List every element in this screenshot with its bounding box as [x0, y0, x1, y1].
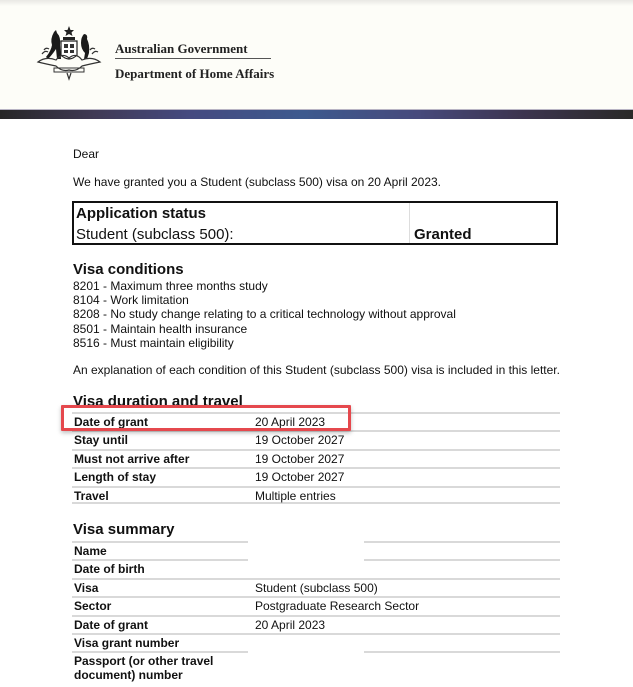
row-label: Must not arrive after [74, 451, 190, 466]
row-label: Date of grant [74, 415, 149, 429]
salutation: Dear [73, 147, 100, 161]
row-label: Date of grant [74, 617, 149, 632]
coat-of-arms-icon [34, 24, 104, 82]
row-label: Stay until [74, 433, 129, 448]
table-row [72, 449, 560, 467]
government-name: Australian Government [115, 41, 248, 56]
row-label: Length of stay [74, 470, 157, 485]
table-row [72, 541, 560, 559]
row-value: 20 April 2023 [255, 415, 326, 429]
letterhead-divider [115, 58, 271, 59]
table-row [72, 430, 560, 448]
row-value: 19 October 2027 [255, 470, 345, 485]
row-label: Name [74, 544, 107, 558]
status-badge: Granted [414, 226, 472, 243]
row-label: Visa [74, 580, 99, 595]
row-value: Student (subclass 500) [255, 580, 378, 595]
row-label: Sector [74, 599, 112, 614]
visa-summary-heading: Visa summary [73, 521, 175, 538]
condition-item: 8501 - Maintain health insurance [73, 321, 248, 336]
condition-item: 8516 - Must maintain eligibility [73, 335, 234, 350]
application-status-box [72, 201, 558, 245]
condition-item: 8208 - No study change relating to a critical technology without approval [73, 307, 456, 322]
row-label: Travel [74, 488, 109, 503]
table-row [72, 596, 560, 614]
row-value: 20 April 2023 [255, 617, 326, 632]
row-label: Date of birth [74, 562, 145, 577]
table-row [72, 615, 560, 633]
grant-intro: We have granted you a Student (subclass 500) visa on 20 April 2023. [73, 175, 442, 189]
condition-item: 8104 - Work limitation [73, 293, 189, 308]
row-value: 19 October 2027 [255, 433, 345, 448]
date-of-grant-highlight [61, 405, 351, 431]
row-label: Visa grant number [74, 635, 180, 650]
visa-summary-table [72, 541, 560, 687]
row-value: Postgraduate Research Sector [255, 599, 420, 614]
row-value: Multiple entries [255, 488, 336, 503]
application-status-label: Student (subclass 500): [76, 226, 234, 243]
table-row [72, 467, 560, 485]
visa-conditions-list [73, 279, 456, 350]
letterhead [0, 0, 633, 109]
row-value: 19 October 2027 [255, 451, 345, 466]
condition-item: 8201 - Maximum three months study [73, 279, 268, 293]
visa-duration-heading: Visa duration and travel [73, 393, 243, 410]
table-row [72, 633, 560, 651]
table-row [72, 578, 560, 596]
application-status-heading: Application status [76, 205, 207, 222]
row-label: Passport (or other travel document) number [74, 654, 214, 683]
table-row [72, 651, 560, 687]
status-divider [409, 203, 410, 243]
visa-conditions-heading: Visa conditions [73, 261, 184, 278]
table-row [72, 559, 560, 577]
department-name: Department of Home Affairs [115, 66, 275, 81]
header-color-band [0, 109, 633, 119]
table-row [72, 486, 560, 504]
conditions-note: An explanation of each condition of this Student (subclass 500) visa is included in this letter. [73, 363, 560, 377]
